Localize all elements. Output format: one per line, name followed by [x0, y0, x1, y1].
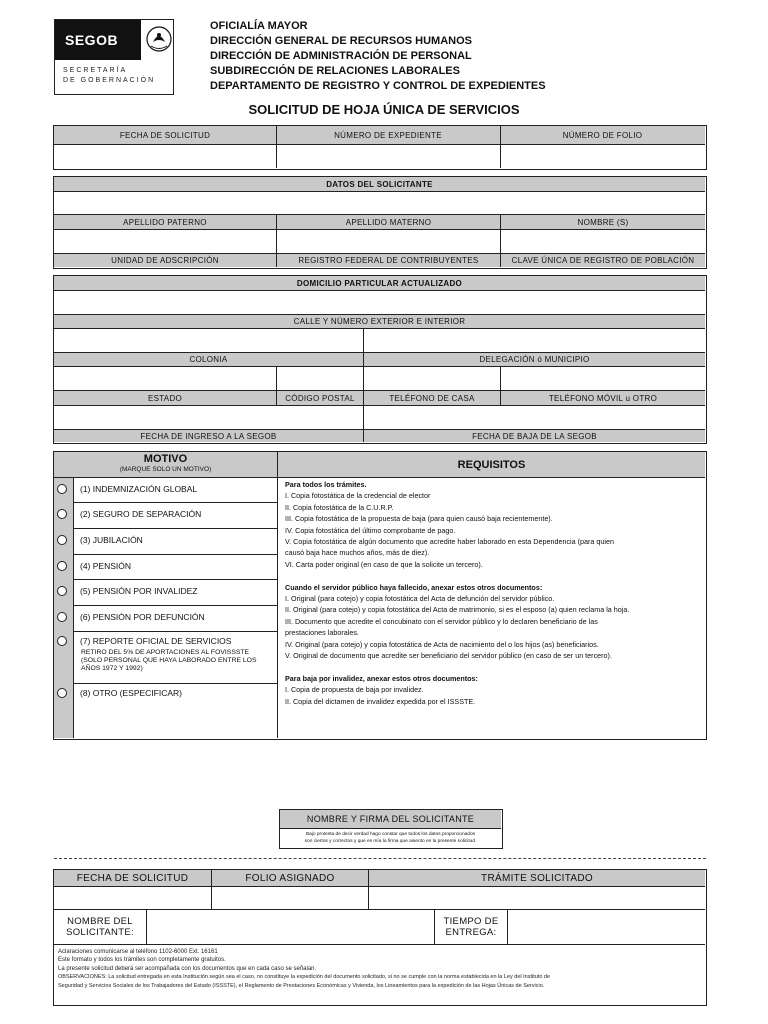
comprobante-notes	[58, 948, 704, 990]
header-numero-folio: NÚMERO DE FOLIO	[500, 126, 705, 144]
firma-label: NOMBRE Y FIRMA DEL SOLICITANTE	[280, 810, 501, 828]
requisito-line: I. Copia de propuesta de baja por invalidez.	[285, 685, 424, 695]
motivo-radio-5[interactable]	[57, 586, 67, 596]
estado-field[interactable]	[54, 367, 276, 390]
requisito-line: V. Original de documento que acredite ser beneficiario del servidor público (en caso de ser un tercero).	[285, 651, 612, 661]
nombre-field[interactable]	[501, 230, 705, 253]
apellido-materno-field[interactable]	[277, 230, 500, 253]
motivo-item-7-note: RETIRO DEL 5% DE APORTACIONES AL FOVISSSTE (SOLO PERSONAL QUE HAYA LABORADO ENTRE LOS AÑOS 1972 Y 1992)	[81, 649, 257, 672]
motivo-radio-4[interactable]	[57, 561, 67, 571]
comp-header-folio: FOLIO ASIGNADO	[212, 870, 368, 886]
motivo-item-7: (7) REPORTE OFICIAL DE SERVICIOS	[80, 636, 232, 646]
label-rfc: REGISTRO FEDERAL DE CONTRIBUYENTES	[277, 254, 500, 267]
requisito-line: V. Copia fotostática de algún documento que acredite haber laborado en esta Dependencia (para quien	[285, 537, 614, 547]
label-unidad-adscripcion: UNIDAD DE ADSCRIPCIÓN	[54, 254, 276, 267]
colonia-field[interactable]	[54, 329, 363, 352]
comp-header-fecha: FECHA DE SOLICITUD	[54, 870, 211, 886]
header-line: DIRECCIÓN GENERAL DE RECURSOS HUMANOS	[210, 35, 472, 47]
requisito-line: I. Copia fotostática de la credencial de elector	[285, 491, 431, 501]
comp-folio-field[interactable]	[212, 887, 368, 909]
motivo-radio-1[interactable]	[57, 484, 67, 494]
requisito-line: causó baja hace muchos años, más de diez).	[285, 548, 430, 558]
header-lines	[210, 19, 546, 94]
comp-header-tramite: TRÁMITE SOLICITADO	[369, 870, 705, 886]
motivo-title: MOTIVO	[143, 453, 188, 465]
form-title: SOLICITUD DE HOJA ÚNICA DE SERVICIOS	[248, 102, 520, 117]
label-curp: CLAVE ÚNICA DE REGISTRO DE POBLACIÓN	[501, 254, 705, 267]
motivo-item-6: (6) PENSIÓN POR DEFUNCIÓN	[80, 612, 205, 622]
note-line: Seguridad y Servicios Sociales de los Trabajadores del Estado (ISSSTE), el Reglamento de Prestaciones Económicas y Vivienda, los Lineamientos para la expedición de las Hojas Únicas de Servicio.	[58, 982, 545, 989]
motivo-radio-7[interactable]	[57, 636, 67, 646]
label-apellido-materno: APELLIDO MATERNO	[277, 215, 500, 229]
comp-tiempo-field[interactable]	[508, 910, 705, 944]
label-telefono-movil: TELÉFONO MÓVIL u OTRO	[501, 391, 705, 405]
datos-extra-field[interactable]	[54, 192, 705, 214]
note-line: La presente solicitud deberá ser acompañada con los documentos que en cada caso se señalan.	[58, 965, 317, 972]
telefono-casa-field[interactable]	[364, 367, 500, 390]
motivo-subtitle: (MARQUE SOLO UN MOTIVO)	[119, 466, 212, 473]
fecha-baja-field[interactable]	[364, 406, 705, 429]
comp-tiempo-label: TIEMPO DE ENTREGA:	[443, 916, 499, 938]
motivo-item-4: (4) PENSIÓN	[80, 561, 132, 571]
datos-solicitante-table	[53, 176, 707, 269]
requisito-line: II. Copia fotostática de la C.U.R.P.	[285, 502, 394, 512]
comp-nombre-label: NOMBRE DEL SOLICITANTE:	[66, 916, 134, 938]
requisitos-title: REQUISITOS	[278, 452, 705, 477]
requisito-line: IV. Original (para cotejo) y copia fotostática de Acta de nacimiento del o los hijos (as) beneficiarios.	[285, 639, 599, 649]
motivo-header	[54, 452, 277, 477]
motivo-item-5: (5) PENSIÓN POR INVALIDEZ	[80, 586, 198, 596]
motivo-item-1: (1) INDEMNIZACIÓN GLOBAL	[80, 484, 198, 494]
codigo-postal-field[interactable]	[277, 367, 363, 390]
requisito-line: Cuando el servidor público haya fallecido, anexar estos otros documentos:	[285, 582, 543, 592]
motivo-radio-8[interactable]	[57, 688, 67, 698]
motivo-item-3: (3) JUBILACIÓN	[80, 535, 143, 545]
label-telefono-casa: TELÉFONO DE CASA	[364, 391, 500, 405]
domicilio-section-title: DOMICILIO PARTICULAR ACTUALIZADO	[54, 276, 705, 290]
logo-subtitle: SECRETARÍA DE GOBERNACIÓN	[63, 67, 156, 84]
requisitos-list	[285, 479, 705, 707]
header-line: DIRECCIÓN DE ADMINISTRACIÓN DE PERSONAL	[210, 50, 472, 62]
label-fecha-ingreso: FECHA DE INGRESO A LA SEGOB	[54, 430, 363, 442]
label-nombre: NOMBRE (S)	[501, 215, 705, 229]
fecha-solicitud-field[interactable]	[54, 145, 276, 168]
label-delegacion: DELEGACIÓN ó MUNICIPIO	[364, 353, 705, 366]
requisito-line: III. Documento que acredite el concubinato con el servidor público y lo declaren beneficiario de las	[285, 616, 598, 626]
requisito-line	[285, 570, 705, 581]
label-apellido-paterno: APELLIDO PATERNO	[54, 215, 276, 229]
header-line: DEPARTAMENTO DE REGISTRO Y CONTROL DE EXPEDIENTES	[210, 80, 546, 92]
datos-section-title: DATOS DEL SOLICITANTE	[54, 177, 705, 191]
label-colonia: COLONIA	[54, 353, 363, 366]
header-fecha-solicitud: FECHA DE SOLICITUD	[54, 126, 276, 144]
telefono-movil-field[interactable]	[501, 367, 705, 390]
motivo-item-2: (2) SEGURO DE SEPARACIÓN	[80, 509, 202, 519]
note-line: Este formato y todos los trámites son completamente gratuitos.	[58, 957, 226, 964]
numero-expediente-field[interactable]	[277, 145, 500, 168]
note-line: OBSERVACIONES: La solicitud entregada en esta Institución según sea el caso, no constituye la expedición del documento solicitado, si no se cumple con la norma establecida en la Ley del Instituto de	[58, 974, 551, 981]
numero-folio-field[interactable]	[501, 145, 705, 168]
domicilio-table	[53, 275, 707, 444]
fecha-ingreso-field[interactable]	[54, 406, 363, 429]
requisito-line: III. Copia fotostática de la propuesta de baja (para quien causó baja recientemente).	[285, 514, 553, 524]
firma-note: Bajo protesta de decir verdad hago constar que todos los datos proporcionados son ciertos y correctos y que es mía la firma que asiento en la presente solicitud.	[304, 832, 477, 844]
comp-fecha-field[interactable]	[54, 887, 211, 909]
delegacion-field[interactable]	[364, 329, 705, 352]
comp-tramite-field[interactable]	[369, 887, 705, 909]
segob-logo	[54, 19, 174, 95]
header-numero-expediente: NÚMERO DE EXPEDIENTE	[276, 126, 500, 144]
label-calle: CALLE Y NÚMERO EXTERIOR E INTERIOR	[54, 315, 705, 328]
requisito-line: prestaciones laborales.	[285, 628, 359, 638]
requisito-line: IV. Copia fotostática del último comprobante de pago.	[285, 525, 456, 535]
motivo-item-8: (8) OTRO (ESPECIFICAR)	[80, 688, 183, 698]
motivo-radio-3[interactable]	[57, 535, 67, 545]
header-line: SUBDIRECCIÓN DE RELACIONES LABORALES	[210, 65, 460, 77]
requisito-line: VI. Carta poder original (en caso de que la solicite un tercero).	[285, 559, 483, 569]
comp-nombre-field[interactable]	[147, 910, 434, 944]
apellido-paterno-field[interactable]	[54, 230, 276, 253]
cut-line	[54, 858, 706, 859]
label-estado: ESTADO	[54, 391, 276, 405]
firma-box	[279, 809, 503, 849]
requisito-line: I. Original (para cotejo) y copia fotostática del Acta de defunción del servidor público.	[285, 594, 555, 604]
requisito-line: II. Original (para cotejo) y copia fotostática del Acta de matrimonio, si es el esposo (a) quien reclama la hoja.	[285, 605, 630, 615]
calle-field[interactable]	[54, 291, 705, 314]
segob-brand: SEGOB	[55, 20, 141, 60]
label-fecha-baja: FECHA DE BAJA DE LA SEGOB	[364, 430, 705, 442]
note-line: Aclaraciones comunicarse al teléfono 1102-6000 Ext. 16161	[58, 949, 218, 955]
motivo-radio-2[interactable]	[57, 509, 67, 519]
header-line: OFICIALÍA MAYOR	[210, 20, 308, 32]
top-table	[53, 125, 707, 170]
requisito-line	[285, 662, 705, 673]
requisito-line: Para todos los trámites.	[285, 480, 367, 489]
requisito-line: Para baja por invalidez, anexar estos otros documentos:	[285, 673, 478, 683]
motivo-radio-6[interactable]	[57, 612, 67, 622]
eagle-seal-icon	[145, 24, 173, 56]
requisito-line: II. Copia del dictamen de invalidez expedida por el ISSSTE.	[285, 696, 476, 706]
label-codigo-postal: CÓDIGO POSTAL	[277, 391, 363, 405]
